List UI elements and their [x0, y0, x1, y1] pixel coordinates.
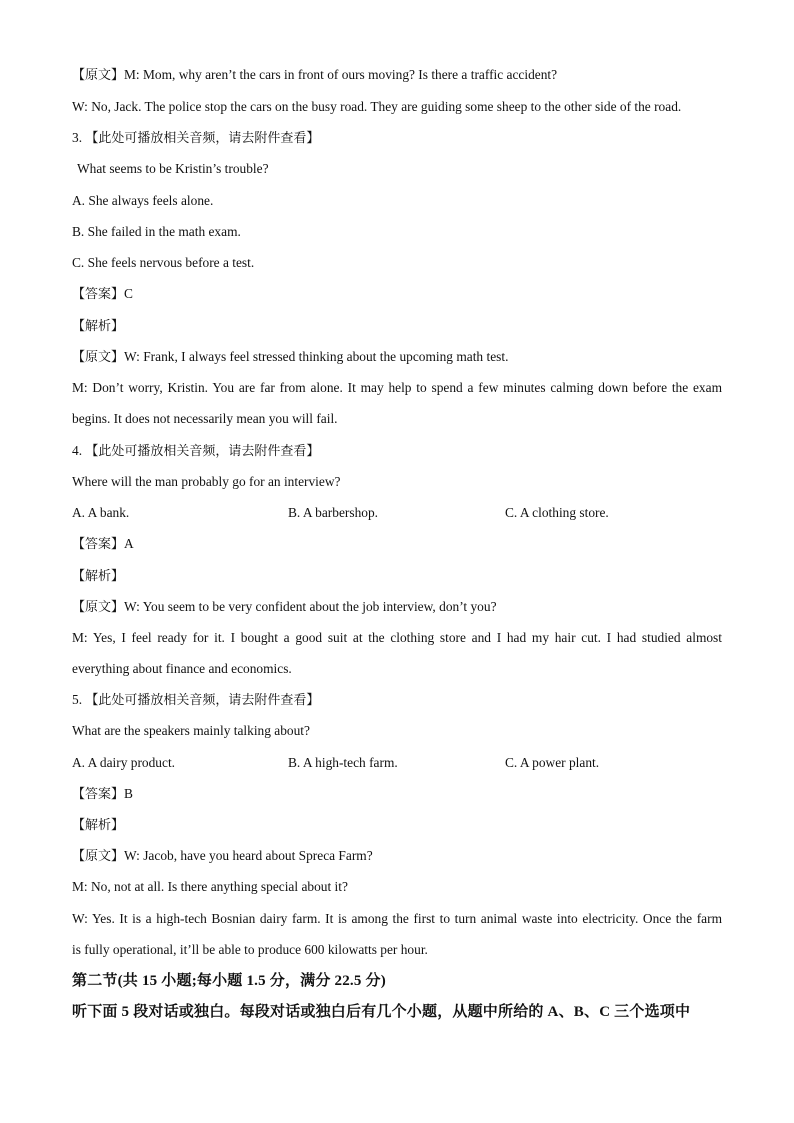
transcript-text: W: You seem to be very confident about the job interview, don’t you?: [124, 599, 497, 614]
question-5-stem: What are the speakers mainly talking about?: [72, 723, 310, 738]
analysis-tag: 【解析】: [72, 818, 125, 833]
answer-value: A: [124, 536, 134, 551]
question-4-analysis: [72, 567, 722, 586]
question-3-option-c: C. She feels nervous before a test.: [72, 255, 255, 270]
question-4-transcript-line-3: everything about finance and economics.: [72, 661, 292, 676]
analysis-tag: 【解析】: [72, 319, 125, 334]
original-text-tag: 【原文】: [72, 600, 125, 615]
answer-tag: 【答案】: [72, 787, 125, 802]
option-c: C. A clothing store.: [505, 505, 609, 520]
answer-tag: 【答案】: [72, 537, 125, 552]
original-text-tag: 【原文】: [72, 68, 125, 83]
transcript-text: W: Frank, I always feel stressed thinking about the upcoming math test.: [124, 349, 509, 364]
question-5-transcript-line-2: M: No, not at all. Is there anything special about it?: [72, 879, 348, 894]
question-4-transcript-line-2: M: Yes, I feel ready for it. I bought a good suit at the clothing store and I had my hair cut. I had studied almost: [72, 630, 722, 645]
question-3-transcript-line-2: M: Don’t worry, Kristin. You are far from alone. It may help to spend a few minutes calming down before the exam: [72, 380, 722, 395]
question-3-transcript-line-1: [72, 348, 722, 367]
question-number: 5.: [72, 692, 83, 707]
analysis-tag: 【解析】: [72, 569, 125, 584]
question-3-header: [72, 129, 722, 148]
question-3-stem: What seems to be Kristin’s trouble?: [77, 161, 269, 176]
option-b: B. A high-tech farm.: [288, 755, 398, 770]
question-5-answer: [72, 785, 722, 804]
question-5-transcript-line-3: W: Yes. It is a high-tech Bosnian dairy farm. It is among the first to turn animal waste into electricity. Once the farm: [72, 911, 722, 926]
q2-transcript-line-1: [72, 66, 722, 85]
original-text-tag: 【原文】: [72, 350, 125, 365]
question-number: 3.: [72, 130, 83, 145]
question-5-header: [72, 691, 722, 710]
section-2-instruction: 听下面 5 段对话或独白。每段对话或独白后有几个小题，从题中所给的 A、B、C 三个选项中: [72, 1004, 691, 1020]
question-5-transcript-line-1: [72, 847, 722, 866]
question-3-answer: [72, 285, 722, 304]
original-text-tag: 【原文】: [72, 849, 125, 864]
audio-note[interactable]: 【此处可播放相关音频，请去附件查看】: [85, 693, 320, 708]
question-3-transcript-line-3: begins. It does not necessarily mean you will fail.: [72, 411, 338, 426]
q2-transcript-line-2: W: No, Jack. The police stop the cars on the busy road. They are guiding some sheep to the other side of the road.: [72, 99, 682, 114]
question-3-option-a: A. She always feels alone.: [72, 193, 214, 208]
answer-tag: 【答案】: [72, 287, 125, 302]
audio-note[interactable]: 【此处可播放相关音频，请去附件查看】: [85, 444, 320, 459]
question-3-option-b: B. She failed in the math exam.: [72, 224, 241, 239]
option-a: A. A dairy product.: [72, 755, 176, 770]
answer-value: C: [124, 286, 133, 301]
option-c: C. A power plant.: [505, 755, 600, 770]
section-2-heading: 第二节(共 15 小题;每小题 1.5 分，满分 22.5 分): [72, 973, 386, 989]
question-4-stem: Where will the man probably go for an interview?: [72, 474, 341, 489]
question-number: 4.: [72, 443, 83, 458]
answer-value: B: [124, 786, 133, 801]
option-b: B. A barbershop.: [288, 505, 379, 520]
transcript-text: M: Mom, why aren’t the cars in front of ours moving? Is there a traffic accident?: [124, 67, 558, 82]
question-5-transcript-line-4: is fully operational, it’ll be able to produce 600 kilowatts per hour.: [72, 942, 428, 957]
question-4-answer: [72, 535, 722, 554]
transcript-text: W: Jacob, have you heard about Spreca Farm?: [124, 848, 373, 863]
audio-note[interactable]: 【此处可播放相关音频，请去附件查看】: [85, 131, 320, 146]
question-5-analysis: [72, 816, 722, 835]
question-3-analysis: [72, 317, 722, 336]
question-4-transcript-line-1: [72, 598, 722, 617]
question-4-header: [72, 442, 722, 461]
option-a: A. A bank.: [72, 505, 130, 520]
